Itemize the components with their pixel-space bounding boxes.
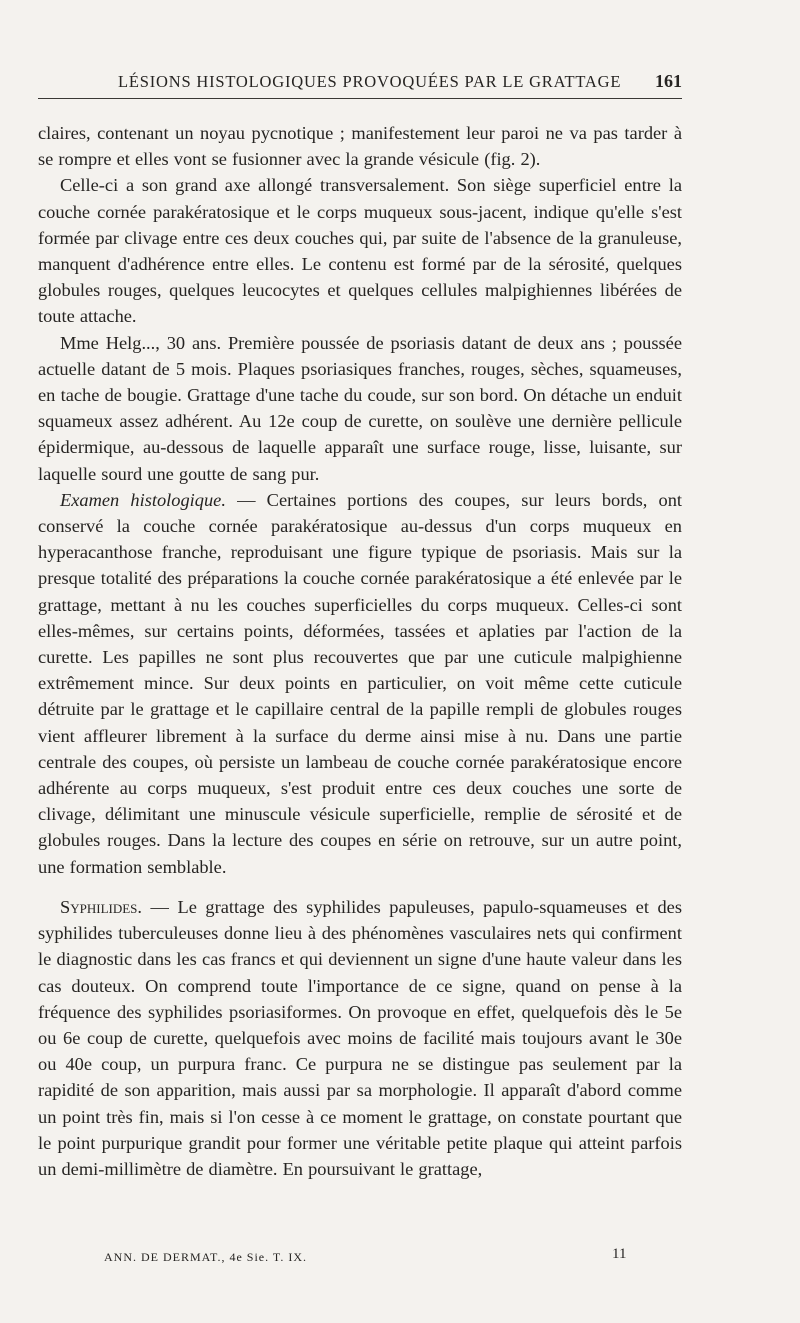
paragraph-5-syphilides: [38, 894, 682, 1182]
paragraph-1: claires, contenant un noyau pycnotique ; manifestement leur paroi ne va pas tarder à se rompre et elles vont se fusionner avec la grande vésicule (fig. 2).: [38, 123, 682, 170]
footer-journal: ANN. DE DERMAT., 4e Sie. T. IX.: [104, 1250, 307, 1264]
paragraph-3-case-report: Mme Helg..., 30 ans. Première poussée de psoriasis datant de deux ans ; poussée actuelle datant de 5 mois. Plaques psoriasiques franches, rouges, sèches, squameuses, en tache de bougie. Grattage d'une tache du coude, sur son bord. On détache un enduit squameux assez adhérent. Au 12e coup de curette, on soulève une dernière pellicule épidermique, au-dessous de laquelle apparaît une surface rouge, lisse, luisante, sur laquelle sourd une goutte de sang pur.: [38, 332, 682, 484]
running-head: LÉSIONS HISTOLOGIQUES PROVOQUÉES PAR LE GRATTAGE: [118, 72, 622, 91]
paragraph-4-histology: [38, 487, 682, 880]
section-label-syphilides: Syphilides.: [60, 896, 142, 917]
paragraph-2: Celle-ci a son grand axe allongé transversalement. Son siège superficiel entre la couche cornée parakératosique et le corps muqueux sous-jacent, indique qu'elle s'est formée par clivage entre ces deux couches qui, par suite de l'absence de la granuleuse, manquent d'adhérence entre elles. Le contenu est formé par de la sérosité, quelques globules rouges, quelques leucocytes et quelques cellules malpighiennes libérées de toute attache.: [38, 175, 682, 327]
paragraph-4-text: — Certaines portions des coupes, sur leurs bords, ont conservé la couche cornée parakératosique au-dessus d'un corps muqueux en hyperacanthose franche, reproduisant une figure typique de psoriasis. Mais sur la presque totalité des préparations la couche cornée parakératosique a été enlevée par le grattage, mettant à nu les couches superficielles du corps muqueux. Celles-ci sont elles-mêmes, sur certains points, déformées, tassées et aplaties par l'action de la curette. Les papilles ne sont plus recouvertes que par une cuticule malpighienne extrêmement mince. Sur deux points en particulier, on voit même cette cuticule détruite par le grattage et le capillaire central de la papille rempli de globules rouges vient affleurer librement à la surface du derme ainsi mise à nu. Dans une partie centrale des coupes, où persiste un lambeau de couche cornée parakératosique encore adhérente au corps muqueux, s'est produit entre ces deux couches une sorte de clivage, délimitant une minuscule vésicule superficielle, remplie de sérosité et de globules rouges. Dans la lecture des coupes en série on retrouve, sur un autre point, une formation semblable.: [38, 489, 682, 877]
section-gap: [38, 880, 682, 894]
section-label-histology: Examen histologique.: [60, 489, 226, 510]
page-header: [38, 68, 682, 99]
body-text: [38, 120, 682, 1182]
footer-signature: 11: [612, 1246, 627, 1262]
page-number: 161: [655, 71, 682, 91]
paragraph-5-text: — Le grattage des syphilides papuleuses, papulo-squameuses et des syphilides tuberculeuses donne lieu à des phénomènes vasculaires nets qui confirment le diagnostic dans les cas francs et qui deviennent un signe d'une haute valeur dans les cas douteux. On comprend toute l'importance de ce signe, quand on pense à la fréquence des syphilides psoriasiformes. On provoque en effet, quelquefois dès le 5e ou 6e coup de curette, quelquefois avec moins de facilité mais toujours avant le 30e ou 40e coup, un purpura franc. Ce purpura ne se distingue pas seulement par la rapidité de son apparition, mais aussi par sa morphologie. Il apparaît d'abord comme un point très fin, mais si l'on cesse à ce moment le grattage, on constate pourtant que le point purpurique grandit pour former une véritable petite plaque qui atteint parfois un demi-millimètre de diamètre. En poursuivant le grattage,: [38, 896, 682, 1179]
